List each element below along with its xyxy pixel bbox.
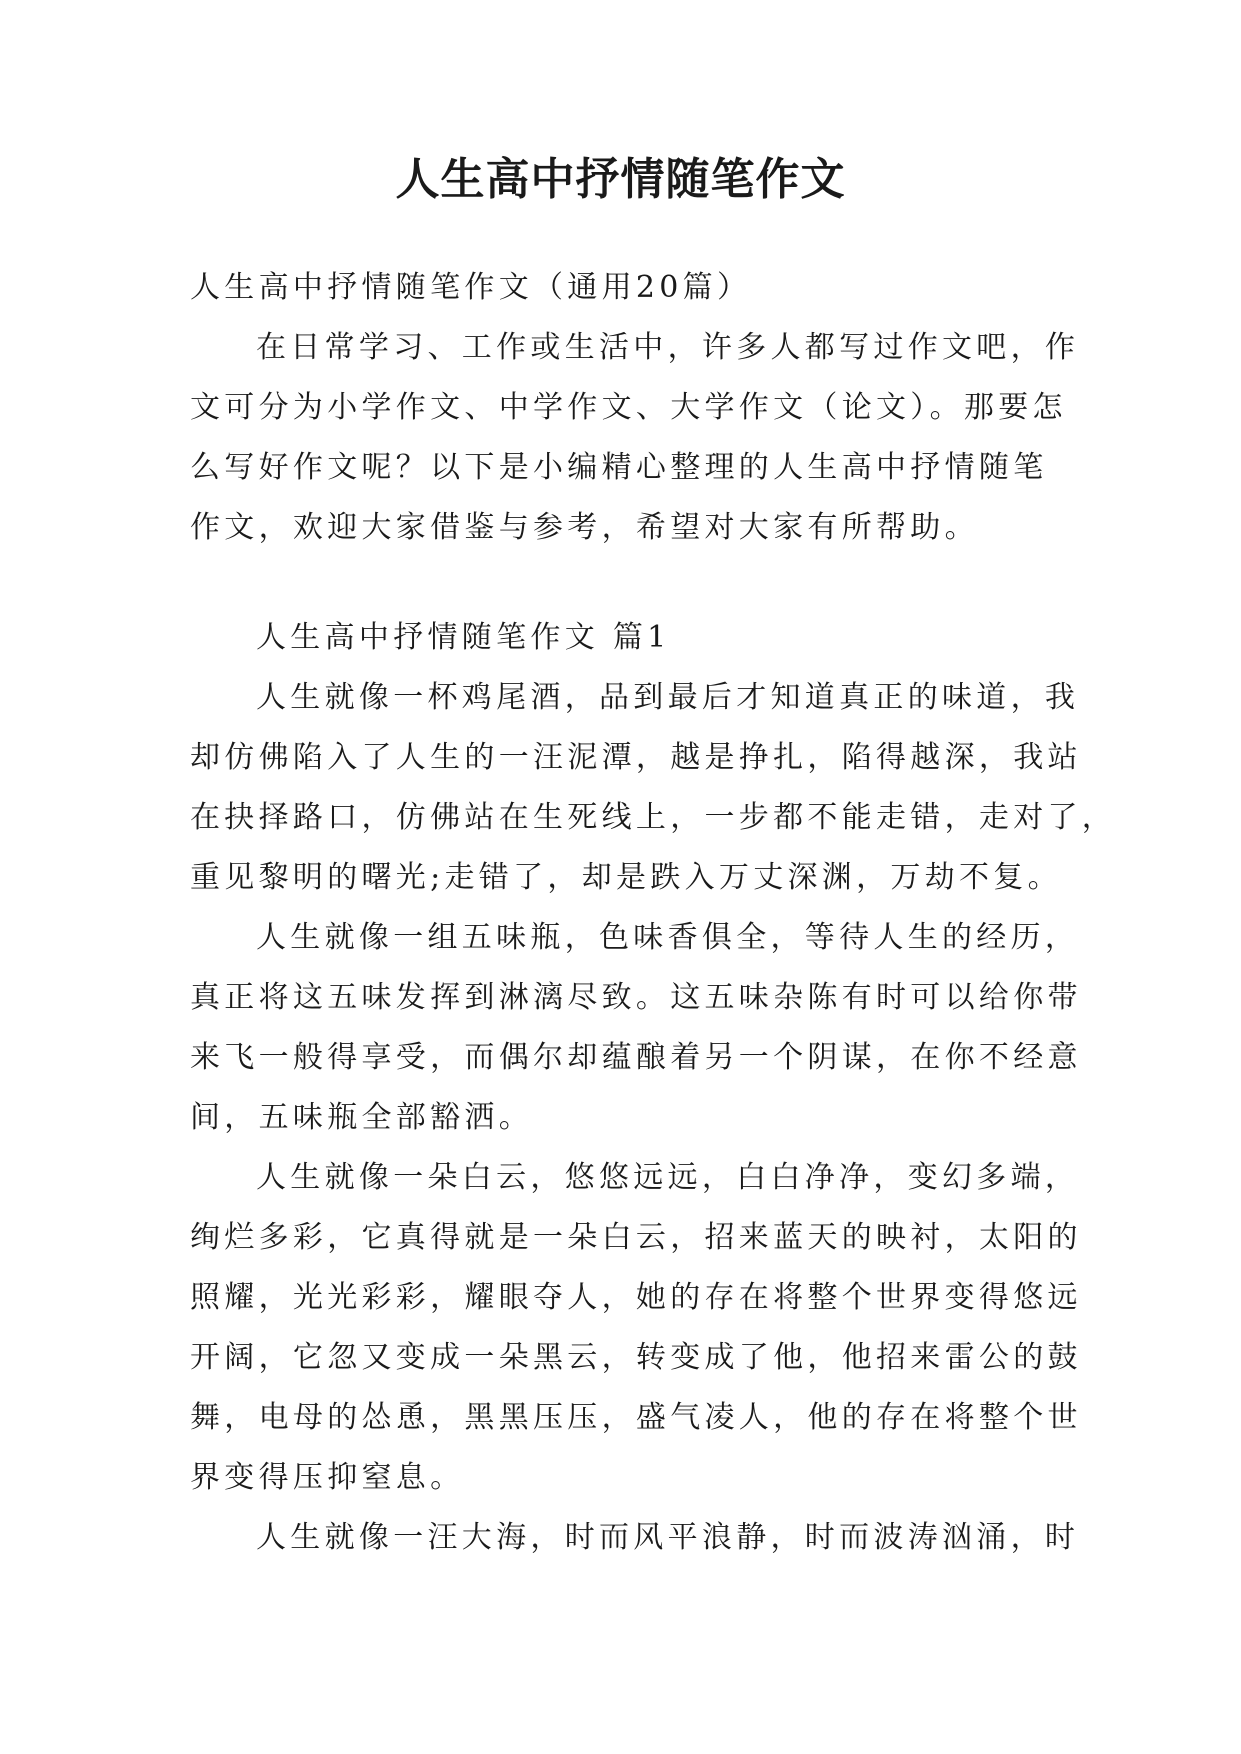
paragraph-line: 人生就像一杯鸡尾酒，品到最后才知道真正的味道，我 — [256, 680, 1080, 715]
paragraph-line: 在日常学习、工作或生活中，许多人都写过作文吧，作 — [256, 330, 1080, 365]
paragraph-line: 来飞一般得享受，而偶尔却蕴酿着另一个阴谋，在你不经意 — [190, 1040, 1082, 1075]
section-heading: 人生高中抒情随笔作文 篇1 — [256, 620, 671, 655]
paragraph-line: 么写好作文呢？以下是小编精心整理的人生高中抒情随笔 — [190, 450, 1048, 485]
document-title: 人生高中抒情随笔作文 — [395, 154, 846, 205]
paragraph-line: 人生就像一朵白云，悠悠远远，白白净净，变幻多端， — [256, 1160, 1080, 1195]
paragraph-3 — [190, 1148, 1082, 1508]
paragraph-line: 真正将这五味发挥到淋漓尽致。这五味杂陈有时可以给你带 — [190, 980, 1082, 1015]
paragraph-line: 照耀，光光彩彩，耀眼夺人，她的存在将整个世界变得悠远 — [190, 1280, 1082, 1315]
section-spacer — [190, 558, 1060, 608]
paragraph-line: 舞，电母的怂恿，黑黑压压，盛气凌人，他的存在将整个世 — [190, 1400, 1082, 1435]
document-body — [190, 258, 1117, 1568]
paragraph-line: 文可分为小学作文、中学作文、大学作文（论文）。那要怎 — [190, 390, 1067, 425]
document-subtitle: 人生高中抒情随笔作文（通用20篇） — [190, 270, 752, 305]
paragraph-2 — [190, 908, 1082, 1148]
paragraph-line: 人生就像一组五味瓶，色味香俱全，等待人生的经历， — [256, 920, 1080, 955]
paragraph-line: 绚烂多彩，它真得就是一朵白云，招来蓝天的映衬，太阳的 — [190, 1220, 1082, 1255]
paragraph-line: 作文，欢迎大家借鉴与参考，希望对大家有所帮助。 — [190, 510, 979, 545]
paragraph-line: 间，五味瓶全部豁洒。 — [190, 1100, 533, 1135]
paragraph-4 — [190, 1508, 1080, 1568]
paragraph-1 — [190, 668, 1117, 908]
paragraph-line: 开阔，它忽又变成一朵黑云，转变成了他，他招来雷公的鼓 — [190, 1340, 1082, 1375]
intro-paragraph — [190, 318, 1080, 558]
paragraph-line: 界变得压抑窒息。 — [190, 1460, 465, 1495]
paragraph-line: 却仿佛陷入了人生的一汪泥潭，越是挣扎，陷得越深，我站 — [190, 740, 1082, 775]
paragraph-line: 人生就像一汪大海，时而风平浪静，时而波涛汹涌，时 — [256, 1520, 1080, 1555]
paragraph-line: 重见黎明的曙光;走错了，却是跌入万丈深渊，万劫不复。 — [190, 860, 1062, 895]
paragraph-line: 在抉择路口，仿佛站在生死线上，一步都不能走错，走对了， — [190, 800, 1117, 835]
